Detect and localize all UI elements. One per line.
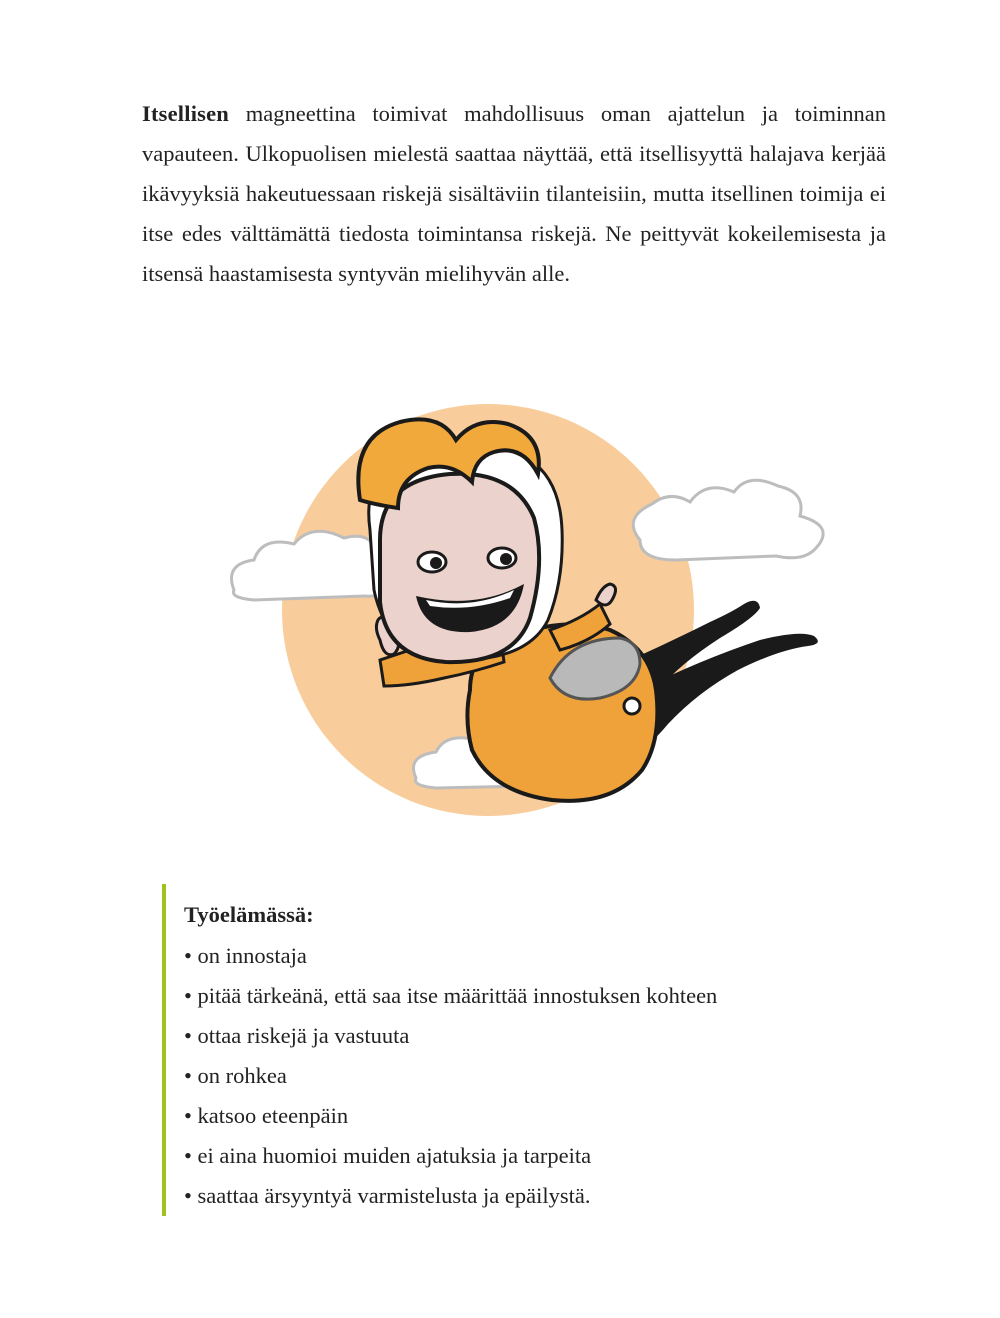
head-icon: [358, 419, 562, 662]
work-life-box: [162, 884, 862, 1216]
list-item: • on rohkea: [184, 1056, 862, 1096]
flying-cartoon-character-icon: [220, 390, 860, 830]
list-item: • pitää tärkeänä, että saa itse määrittää innostuksen kohteen: [184, 976, 862, 1016]
intro-text: magneettina toimivat mahdollisuus oman ajattelun ja toiminnan vapauteen. Ulkopuolisen mielestä saattaa näyttää, että itsellisyyttä halajava kerjää ikävyyksiä hakeutuessaan riskejä sisältäviin tilanteisiin, mutta itsellinen toimija ei itse edes välttämättä tiedosta toimintansa riskejä. Ne peittyvät kokeilemisesta ja itsensä haastamisesta syntyvän mielihyvän alle.: [142, 101, 886, 286]
intro-paragraph: [142, 94, 886, 294]
intro-lead-word: Itsellisen: [142, 101, 230, 126]
list-item: • katsoo eteenpäin: [184, 1096, 862, 1136]
work-life-title: Työelämässä:: [184, 902, 314, 927]
work-life-list: [184, 936, 862, 1216]
cloud-right-icon: [633, 480, 823, 560]
list-item: • saattaa ärsyyntyä varmistelusta ja epäilystä.: [184, 1176, 862, 1216]
list-item: • on innostaja: [184, 936, 862, 976]
list-item: • ottaa riskejä ja vastuuta: [184, 1016, 862, 1056]
list-item: • ei aina huomioi muiden ajatuksia ja tarpeita: [184, 1136, 862, 1176]
